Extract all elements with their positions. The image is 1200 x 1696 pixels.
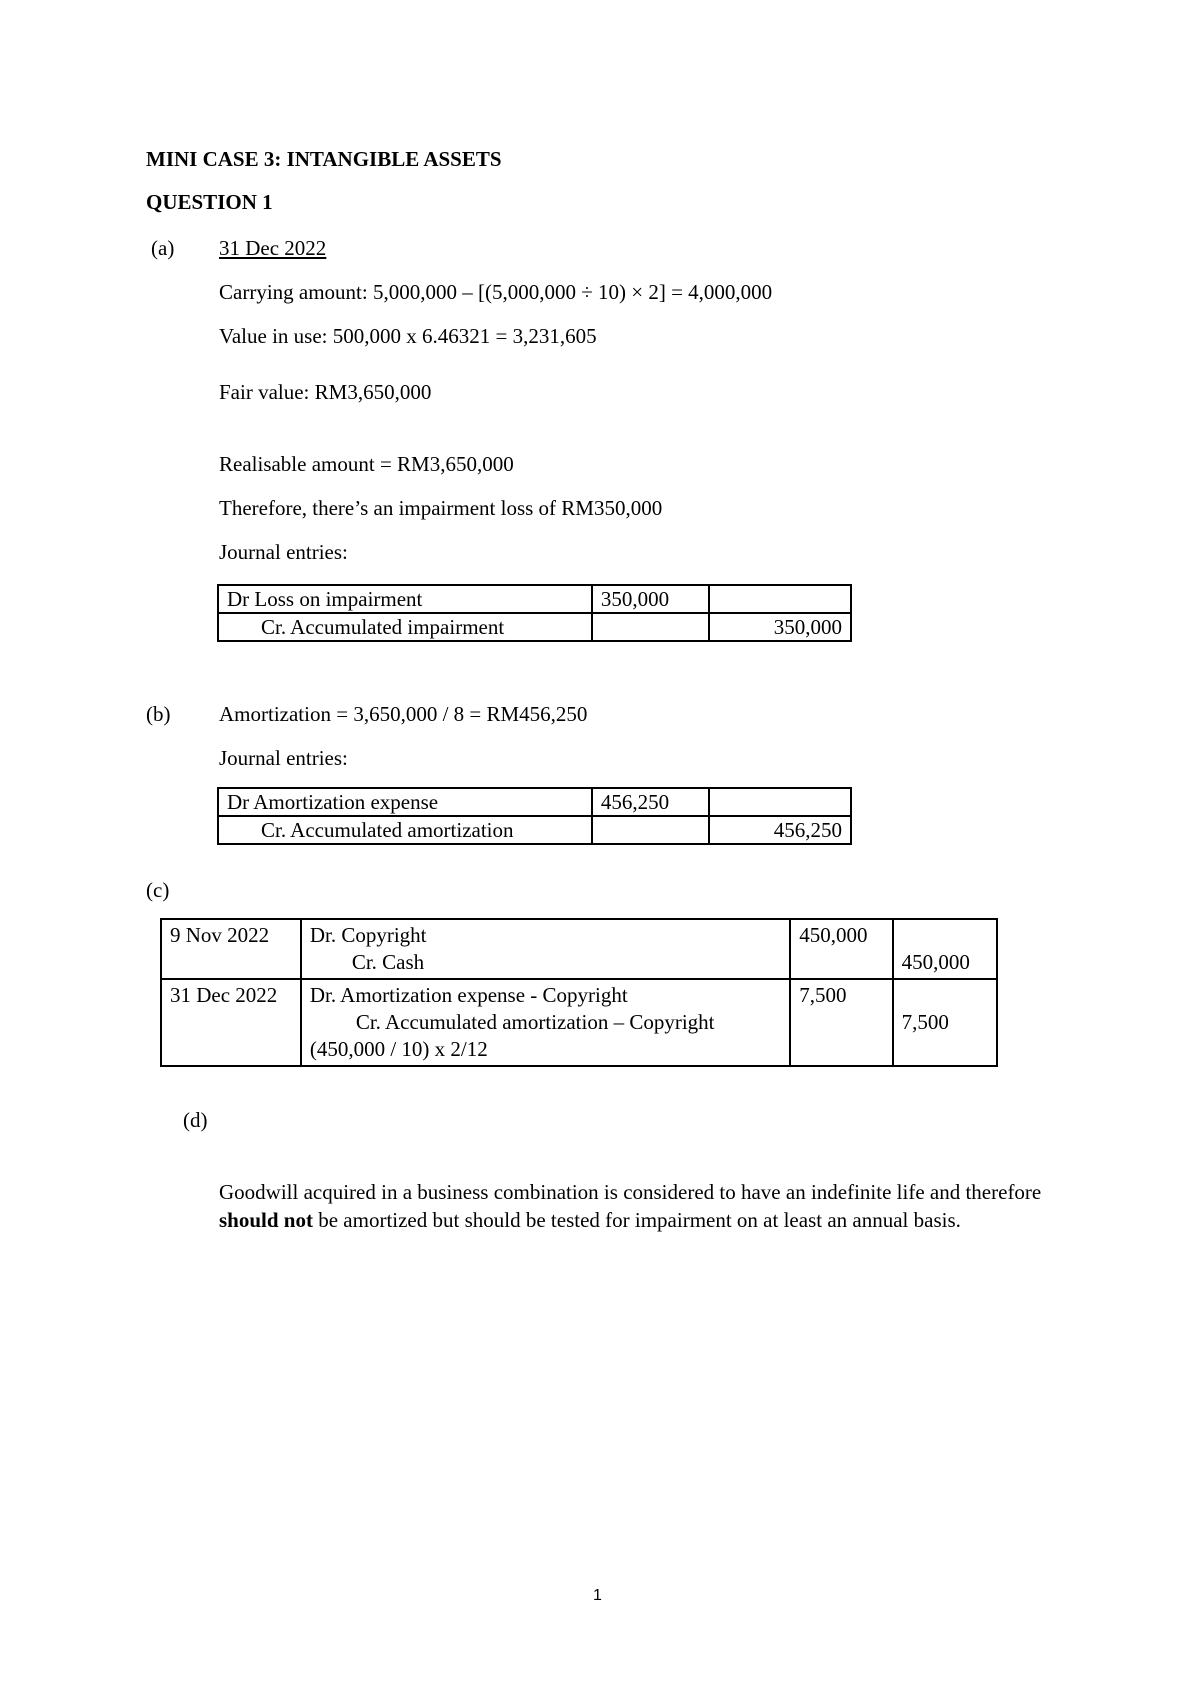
amortization-line: Amortization = 3,650,000 / 8 = RM456,250: [219, 702, 588, 726]
debit-cell: 350,000: [592, 585, 709, 613]
copyright-journal-table: [160, 918, 998, 1067]
goodwill-text-emphasis: should not: [219, 1208, 313, 1232]
part-d-label: (d): [183, 1108, 208, 1132]
account-cell: Dr Loss on impairment: [218, 585, 592, 613]
table-row: [161, 979, 997, 1066]
credit-amount: 7,500: [901, 1010, 949, 1034]
credit-cell: [709, 585, 851, 613]
entry-cell: [301, 919, 790, 979]
credit-cell: [893, 979, 997, 1066]
credit-cell: 456,250: [709, 816, 851, 844]
credit-cell: [893, 919, 997, 979]
table-row: [218, 816, 851, 844]
goodwill-text-start: Goodwill acquired in a business combination is considered to have an indefinite life and therefore: [219, 1180, 1042, 1204]
journal-table-a: [217, 584, 852, 642]
fair-value-line: Fair value: RM3,650,000: [219, 380, 432, 404]
value-in-use-line: Value in use: 500,000 x 6.46321 = 3,231,605: [219, 324, 597, 348]
debit-amount: 450,000: [799, 923, 868, 947]
account-cell: Cr. Accumulated amortization: [218, 816, 592, 844]
part-b-label: (b): [146, 702, 171, 726]
page-heading: MINI CASE 3: INTANGIBLE ASSETS: [146, 147, 502, 171]
realisable-amount-line: Realisable amount = RM3,650,000: [219, 452, 514, 476]
debit-amount: 7,500: [799, 983, 847, 1007]
goodwill-paragraph: [219, 1178, 1069, 1234]
entry-debit-line: Dr. Amortization expense - Copyright: [309, 983, 628, 1007]
goodwill-text-end: be amortized but should be tested for impairment on at least an annual basis.: [312, 1208, 961, 1232]
table-row: [161, 919, 997, 979]
table-row: [218, 613, 851, 641]
debit-cell: [790, 919, 892, 979]
question-title: QUESTION 1: [146, 190, 273, 214]
entry-credit-line: Cr. Cash: [351, 950, 425, 974]
credit-amount: 450,000: [901, 950, 970, 974]
account-cell: Cr. Accumulated impairment: [218, 613, 592, 641]
part-c-label: (c): [146, 878, 170, 902]
table-row: [218, 788, 851, 816]
date-cell: 31 Dec 2022: [161, 979, 301, 1066]
part-a-date: 31 Dec 2022: [219, 236, 327, 260]
credit-cell: 350,000: [709, 613, 851, 641]
journal-entries-label-a: Journal entries:: [219, 540, 348, 564]
journal-table-b: [217, 787, 852, 845]
entry-cell: [301, 979, 790, 1066]
table-row: [218, 585, 851, 613]
entry-calculation-line: (450,000 / 10) x 2/12: [309, 1037, 488, 1061]
credit-cell: [709, 788, 851, 816]
debit-cell: [592, 613, 709, 641]
debit-cell: [790, 979, 892, 1066]
impairment-loss-line: Therefore, there’s an impairment loss of RM350,000: [219, 496, 663, 520]
part-a-label: (a): [151, 236, 175, 260]
account-cell: Dr Amortization expense: [218, 788, 592, 816]
debit-cell: [592, 816, 709, 844]
entry-debit-line: Dr. Copyright: [309, 923, 427, 947]
page-number: 1: [593, 1587, 602, 1604]
carrying-amount-line: Carrying amount: 5,000,000 – [(5,000,000 ÷ 10) × 2] = 4,000,000: [219, 280, 773, 304]
journal-entries-label-b: Journal entries:: [219, 746, 348, 770]
entry-credit-line: Cr. Accumulated amortization – Copyright: [355, 1010, 715, 1034]
debit-cell: 456,250: [592, 788, 709, 816]
date-cell: 9 Nov 2022: [161, 919, 301, 979]
